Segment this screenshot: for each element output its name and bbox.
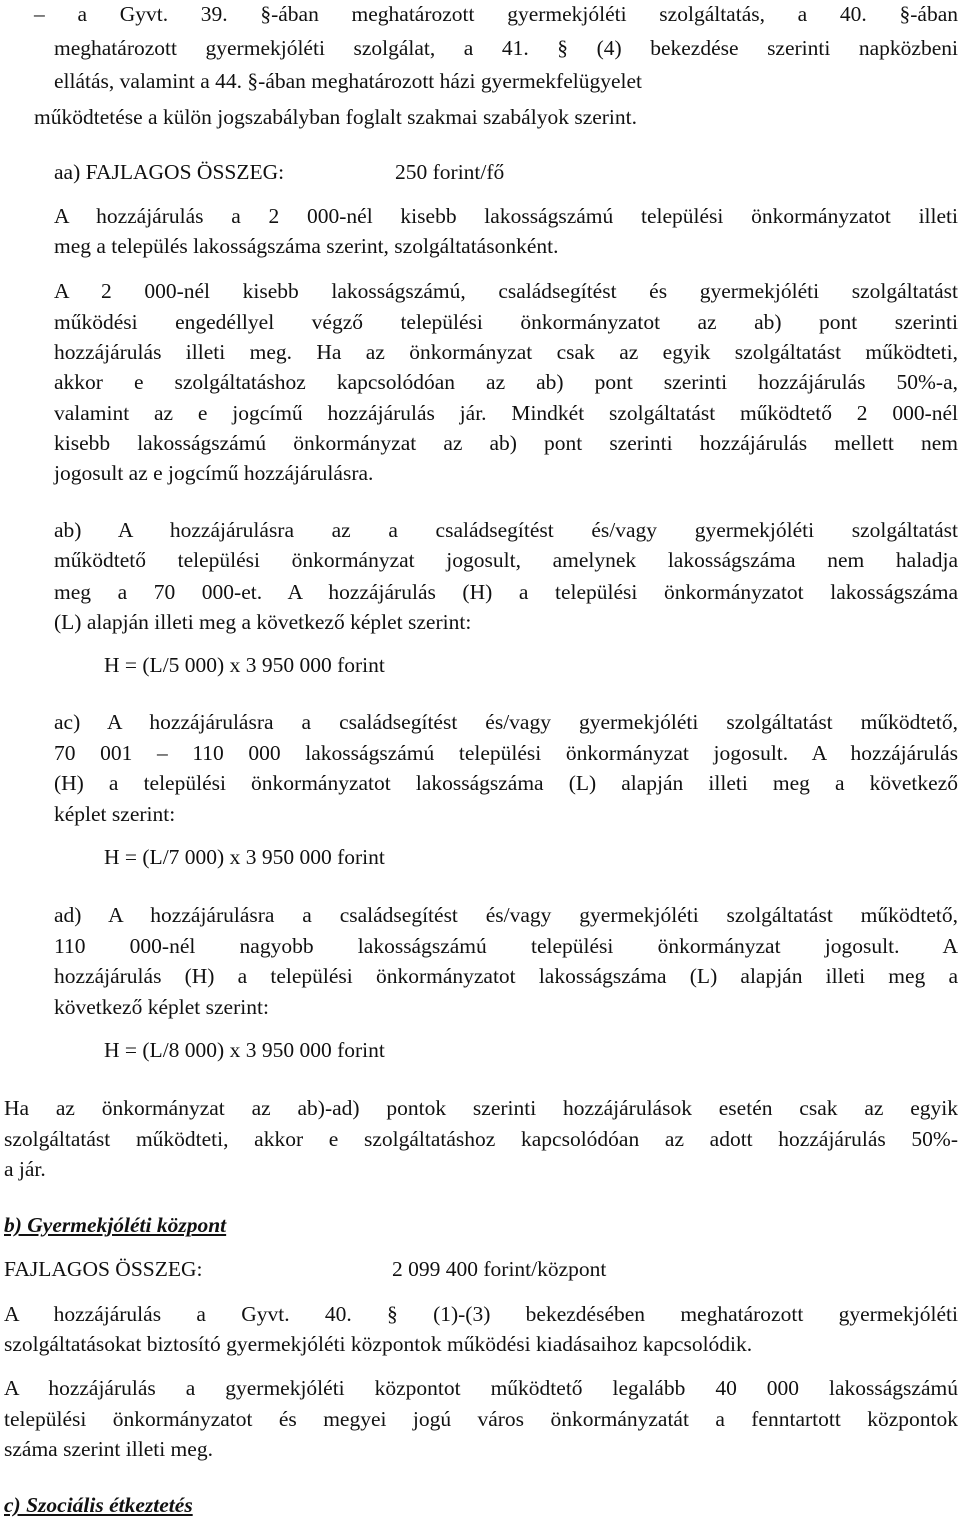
aa-p2-line-4: akkor e szolgáltatáshoz kapcsolódóan az ab) pont szerinti hozzájárulás 50%-a, bbox=[54, 370, 958, 394]
ad-line-2: 110 000-nél nagyobb lakosságszámú települési önkormányzat jogosult. A bbox=[54, 934, 958, 958]
ad-formula: H = (L/8 000) x 3 950 000 forint bbox=[104, 1038, 385, 1062]
summary-line-3: a jár. bbox=[4, 1157, 46, 1181]
aa-p2-line-5: valamint az e jogcímű hozzájárulás jár. Mindkét szolgáltatást működtető 2 000-nél bbox=[54, 401, 958, 425]
b-label: FAJLAGOS ÖSSZEG: bbox=[4, 1257, 203, 1281]
ad-line-1: ad) A hozzájárulásra a családsegítést és/vagy gyermekjóléti szolgáltatást működtető, bbox=[54, 903, 958, 927]
ab-line-2: működtető települési önkormányzat jogosult, amelynek lakosságszáma nem haladja bbox=[54, 548, 958, 572]
aa-amount: 250 forint/fő bbox=[395, 160, 505, 184]
aa-p2-line-2: működési engedéllyel végző települési önkormányzatot az ab) pont szerinti bbox=[54, 310, 958, 334]
summary-line-2: szolgáltatást működteti, akkor e szolgáltatáshoz kapcsolódóan az adott hozzájárulás 50%- bbox=[4, 1127, 958, 1151]
section-c-heading: c) Szociális étkeztetés bbox=[4, 1493, 193, 1517]
intro-line-2: meghatározott gyermekjóléti szolgálat, a 41. § (4) bekezdése szerinti napközbeni bbox=[54, 36, 958, 60]
ac-line-1: ac) A hozzájárulásra a családsegítést és/vagy gyermekjóléti szolgáltatást működtető, bbox=[54, 710, 958, 734]
ac-line-3: (H) a települési önkormányzatot lakosságszáma (L) alapján illeti meg a következő bbox=[54, 771, 958, 795]
intro-line-1: – a Gyvt. 39. §-ában meghatározott gyermekjóléti szolgáltatás, a 40. §-ában bbox=[34, 2, 958, 26]
section-b-heading: b) Gyermekjóléti központ bbox=[4, 1213, 227, 1237]
b-p2-line-2: települési önkormányzatot és megyei jogú város önkormányzatát a fenntartott központok bbox=[4, 1407, 958, 1431]
b-p2-line-3: száma szerint illeti meg. bbox=[4, 1437, 213, 1461]
ab-formula: H = (L/5 000) x 3 950 000 forint bbox=[104, 653, 385, 677]
b-p1-line-1: A hozzájárulás a Gyvt. 40. § (1)-(3) bekezdésében meghatározott gyermekjóléti bbox=[4, 1302, 958, 1326]
ad-line-3: hozzájárulás (H) a települési önkormányzatot lakosságszáma (L) alapján illeti meg a bbox=[54, 964, 958, 988]
b-p1-line-2: szolgáltatásokat biztosító gyermekjóléti központok működési kiadásaihoz kapcsolódik. bbox=[4, 1332, 753, 1356]
summary-line-1: Ha az önkormányzat az ab)-ad) pontok szerinti hozzájárulások esetén csak az egyik bbox=[4, 1096, 958, 1120]
intro-line-4: működtetése a külön jogszabályban foglalt szakmai szabályok szerint. bbox=[34, 105, 638, 129]
b-p2-line-1: A hozzájárulás a gyermekjóléti központot működtető legalább 40 000 lakosságszámú bbox=[4, 1376, 958, 1400]
aa-label: aa) FAJLAGOS ÖSSZEG: bbox=[54, 160, 285, 184]
aa-p2-line-6: kisebb lakosságszámú önkormányzat az ab) pont szerinti hozzájárulás mellett nem bbox=[54, 431, 958, 455]
ac-line-2: 70 001 – 110 000 lakosságszámú települési önkormányzat jogosult. A hozzájárulás bbox=[54, 741, 958, 765]
intro-line-3: ellátás, valamint a 44. §-ában meghatározott házi gyermekfelügyelet bbox=[54, 69, 643, 93]
aa-p2-line-7: jogosult az e jogcímű hozzájárulásra. bbox=[54, 461, 374, 485]
ac-line-4: képlet szerint: bbox=[54, 802, 176, 826]
ab-line-4: (L) alapján illeti meg a következő képlet szerint: bbox=[54, 610, 472, 634]
b-amount: 2 099 400 forint/központ bbox=[392, 1257, 607, 1281]
ad-line-4: következő képlet szerint: bbox=[54, 995, 269, 1019]
aa-p2-line-3: hozzájárulás illeti meg. Ha az önkormányzat csak az egyik szolgáltatást működteti, bbox=[54, 340, 958, 364]
ab-line-3: meg a 70 000-et. A hozzájárulás (H) a települési önkormányzatot lakosságszáma bbox=[54, 580, 958, 604]
aa-p1-line-1: A hozzájárulás a 2 000-nél kisebb lakosságszámú települési önkormányzatot illeti bbox=[54, 204, 958, 228]
aa-p2-line-1: A 2 000-nél kisebb lakosságszámú, családsegítést és gyermekjóléti szolgáltatást bbox=[54, 279, 958, 303]
ac-formula: H = (L/7 000) x 3 950 000 forint bbox=[104, 845, 385, 869]
ab-line-1: ab) A hozzájárulásra az a családsegítést és/vagy gyermekjóléti szolgáltatást bbox=[54, 518, 958, 542]
aa-p1-line-2: meg a település lakosságszáma szerint, szolgáltatásonként. bbox=[54, 234, 559, 258]
